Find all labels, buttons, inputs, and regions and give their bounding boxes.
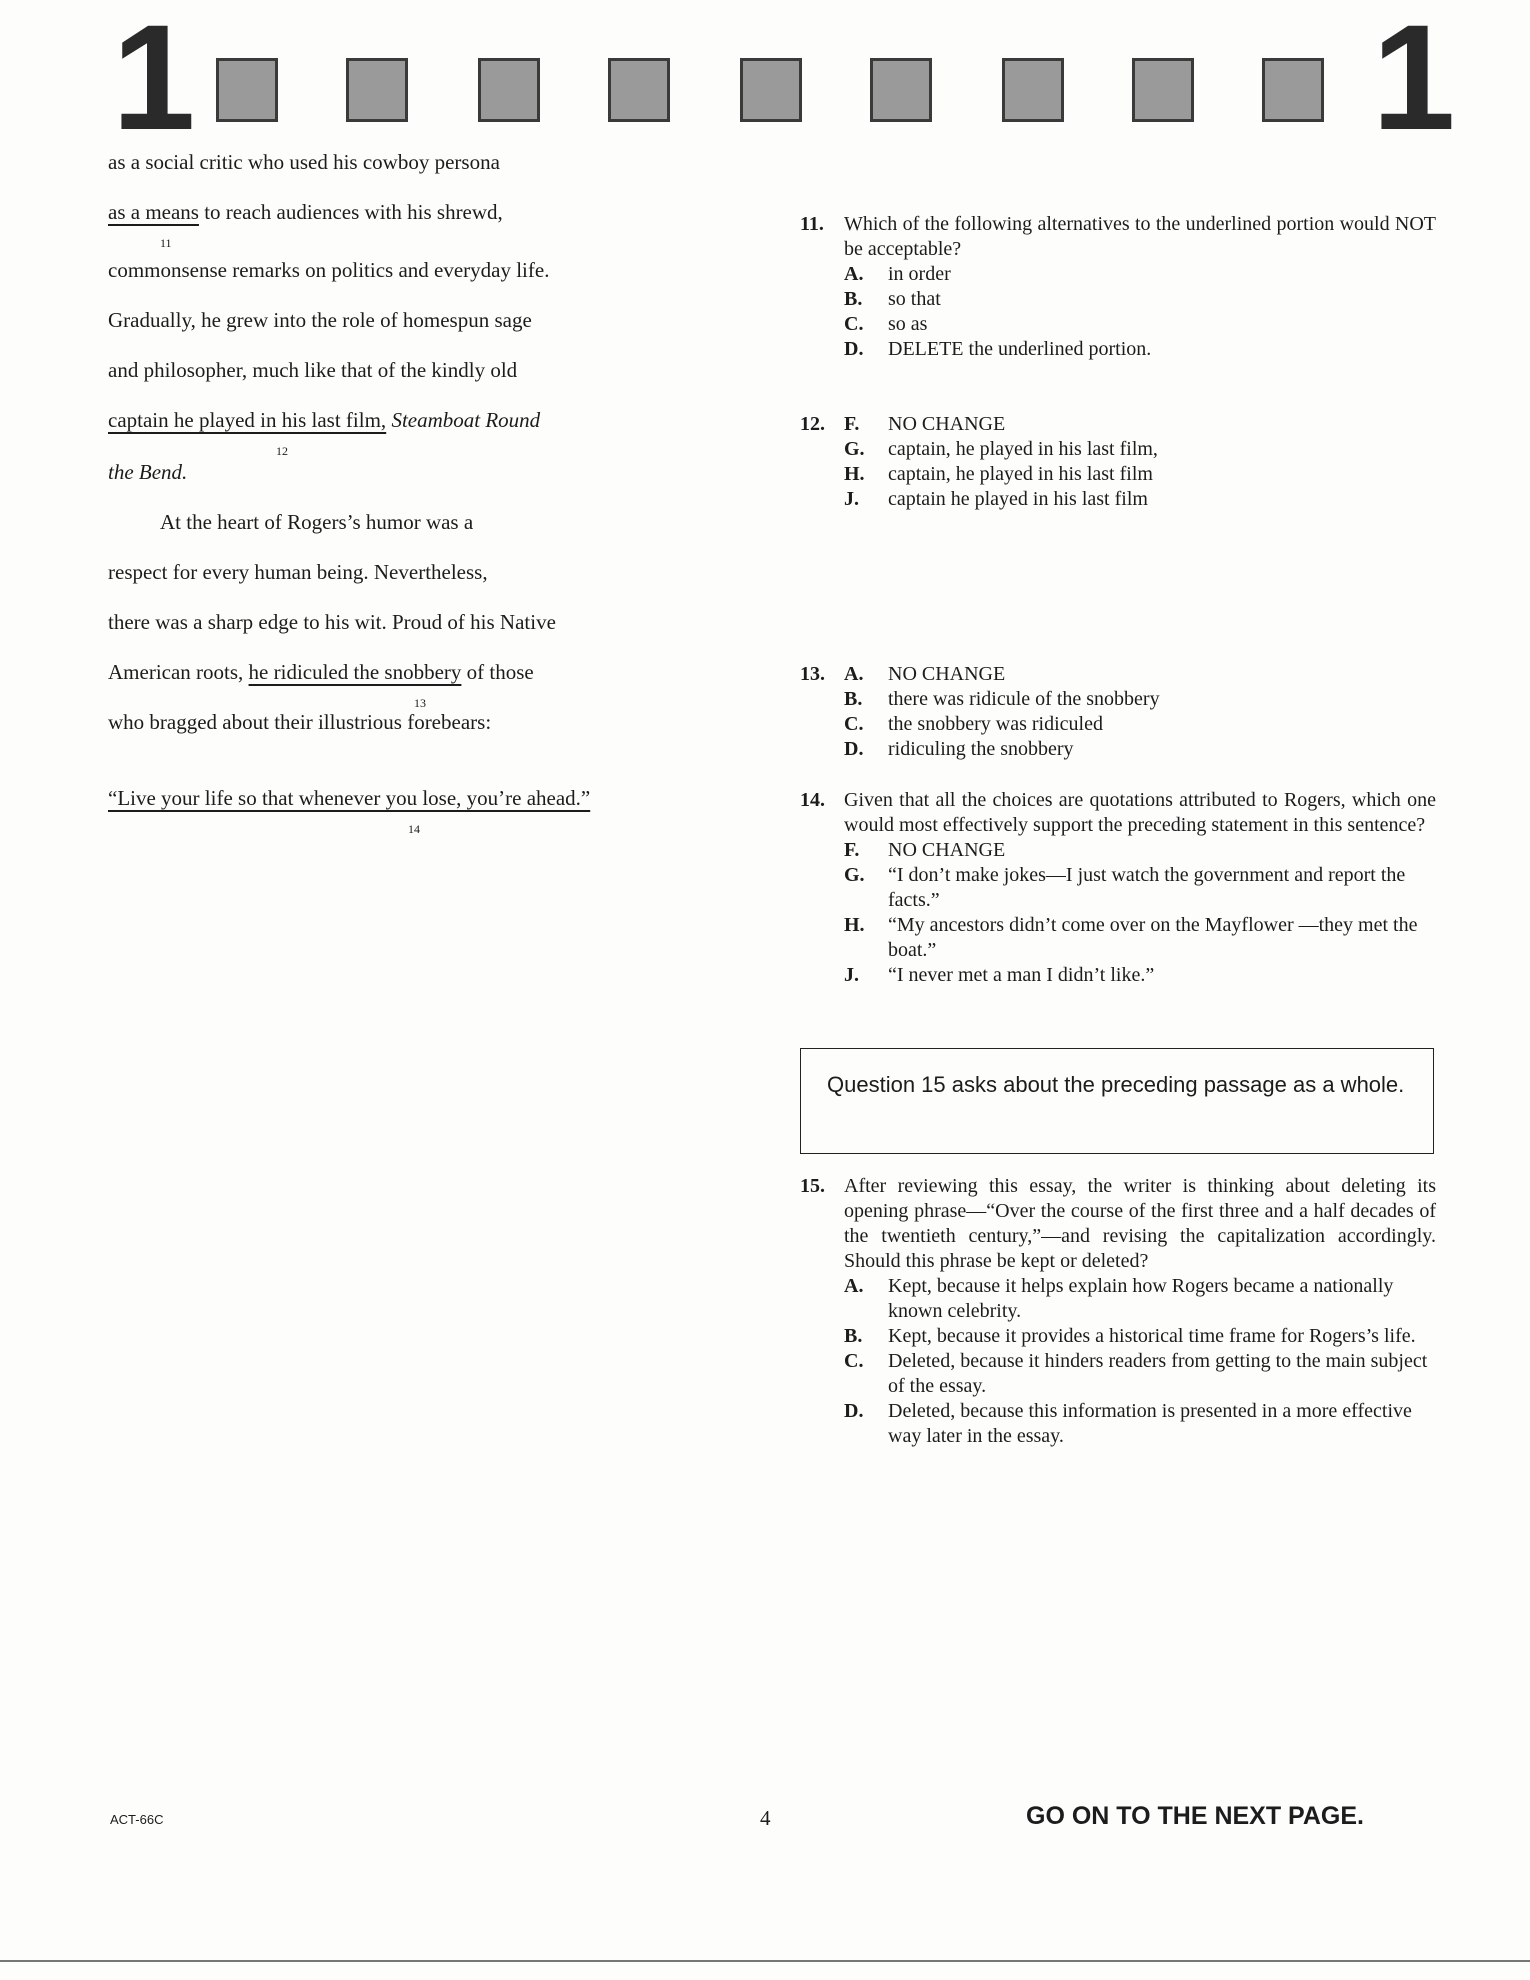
answer-option[interactable]: B. Kept, because it provides a historical time frame for Rogers’s life.: [844, 1325, 1416, 1347]
line-number-12: 12: [276, 444, 288, 458]
underlined-portion-11: as a means: [108, 200, 199, 224]
underlined-portion-13: he ridiculed the snobbery: [248, 660, 462, 684]
bottom-rule: [0, 1960, 1530, 1962]
header-block: [1002, 58, 1064, 122]
answer-option[interactable]: F. NO CHANGE: [844, 839, 1006, 861]
passage-line: captain he played in his last film, Steamboat Round: [108, 408, 541, 432]
answer-option[interactable]: D. Deleted, because this information is presented in a more effective way later in the essay.: [844, 1400, 1412, 1447]
section-number-right: 1: [1372, 0, 1456, 161]
answer-option[interactable]: J. captain he played in his last film: [844, 488, 1148, 510]
passage-line: At the heart of Rogers’s humor was a: [160, 510, 474, 534]
header-block: [478, 58, 540, 122]
header-block: [608, 58, 670, 122]
header-block: [346, 58, 408, 122]
passage-line: commonsense remarks on politics and everyday life.: [108, 258, 550, 282]
passage-line: there was a sharp edge to his wit. Proud of his Native: [108, 610, 556, 634]
answer-option[interactable]: C. the snobbery was ridiculed: [844, 713, 1103, 735]
line-number-13: 13: [414, 696, 426, 710]
header-block: [1262, 58, 1324, 122]
passage-line: as a means to reach audiences with his shrewd,: [108, 200, 503, 224]
answer-option[interactable]: C. so as: [844, 313, 928, 335]
header-block: [740, 58, 802, 122]
header-block: [216, 58, 278, 122]
answer-option[interactable]: A. in order: [844, 263, 951, 285]
section-number-left: 1: [112, 0, 196, 161]
passage-line: who bragged about their illustrious forebears:: [108, 710, 492, 734]
passage-line: as a social critic who used his cowboy persona: [108, 150, 500, 174]
answer-option[interactable]: D. ridiculing the snobbery: [844, 738, 1074, 760]
answer-option[interactable]: A. NO CHANGE: [844, 663, 1006, 685]
answer-option[interactable]: D. DELETE the underlined portion.: [844, 338, 1152, 360]
answer-option[interactable]: B. there was ridicule of the snobbery: [844, 688, 1160, 710]
passage-line: the Bend.: [108, 460, 188, 484]
line-number-14: 14: [408, 822, 420, 836]
answer-option[interactable]: H. captain, he played in his last film: [844, 463, 1153, 485]
answer-option[interactable]: B. so that: [844, 288, 941, 310]
answer-option[interactable]: G. captain, he played in his last film,: [844, 438, 1158, 460]
form-code: ACT-66C: [110, 1812, 164, 1827]
answer-option[interactable]: F. NO CHANGE: [844, 413, 1006, 435]
next-page-notice: GO ON TO THE NEXT PAGE.: [1026, 1802, 1365, 1830]
question-13: 13. A. NO CHANGE B. there was ridicule of the snobbery C. the snobbery was ridiculed D. ridiculing the snobbery: [800, 662, 1436, 762]
underlined-portion-12: captain he played in his last film,: [108, 408, 387, 432]
question-11: 11. Which of the following alternatives to the underlined portion would NOT be acceptable? A. in order B. so that C. so as D. DELETE the underlined portion.: [800, 213, 1436, 360]
question-14: 14. Given that all the choices are quotations attributed to Rogers, which one would most effectively support the preceding statement in this sentence? F. NO CHANGE G. “I don’t make jokes—I just watch the government and report the facts.” H. “My ancestors didn’t come over on the Mayflower —they met the boat.” J. “I never met a man I didn’t like.”: [800, 789, 1436, 986]
question-15: 15. After reviewing this essay, the writer is thinking about deleting its opening phrase—“Over the course of the first three and a half decades of the twentieth century,”—and revising the capitalization accordingly. Should this phrase be kept or deleted? A. Kept, because it helps explain how Rogers became a nationally known celebrity. B. Kept, because it provides a historical time frame for Rogers’s life. C. Deleted, because it hinders readers from getting to the main subject of the essay. D. Deleted, because this information is presented in a more effective way later in the essay.: [800, 1175, 1436, 1447]
answer-option[interactable]: J. “I never met a man I didn’t like.”: [844, 964, 1155, 986]
passage-line: respect for every human being. Nevertheless,: [108, 560, 488, 584]
header-block: [870, 58, 932, 122]
underlined-portion-14: “Live your life so that whenever you lose, you’re ahead.”: [108, 786, 591, 810]
line-number-11: 11: [160, 236, 172, 250]
answer-option[interactable]: G. “I don’t make jokes—I just watch the government and report the facts.”: [844, 864, 1406, 911]
passage-whole-note: Question 15 asks about the preceding passage as a whole.: [800, 1048, 1434, 1154]
answer-option[interactable]: H. “My ancestors didn’t come over on the Mayflower —they met the boat.”: [844, 914, 1418, 961]
page-number: 4: [760, 1806, 771, 1830]
answer-option[interactable]: A. Kept, because it helps explain how Rogers became a nationally known celebrity.: [844, 1275, 1394, 1322]
passage-line: [108, 786, 590, 811]
passage-line: Gradually, he grew into the role of homespun sage: [108, 308, 532, 332]
passage-line: American roots, he ridiculed the snobbery of those: [108, 660, 534, 684]
question-12: 12. F. NO CHANGE G. captain, he played in his last film, H. captain, he played in his last film J. captain he played in his last film: [800, 412, 1436, 512]
passage-line: and philosopher, much like that of the kindly old: [108, 358, 518, 382]
answer-option[interactable]: C. Deleted, because it hinders readers from getting to the main subject of the essay.: [844, 1350, 1428, 1397]
header-block: [1132, 58, 1194, 122]
